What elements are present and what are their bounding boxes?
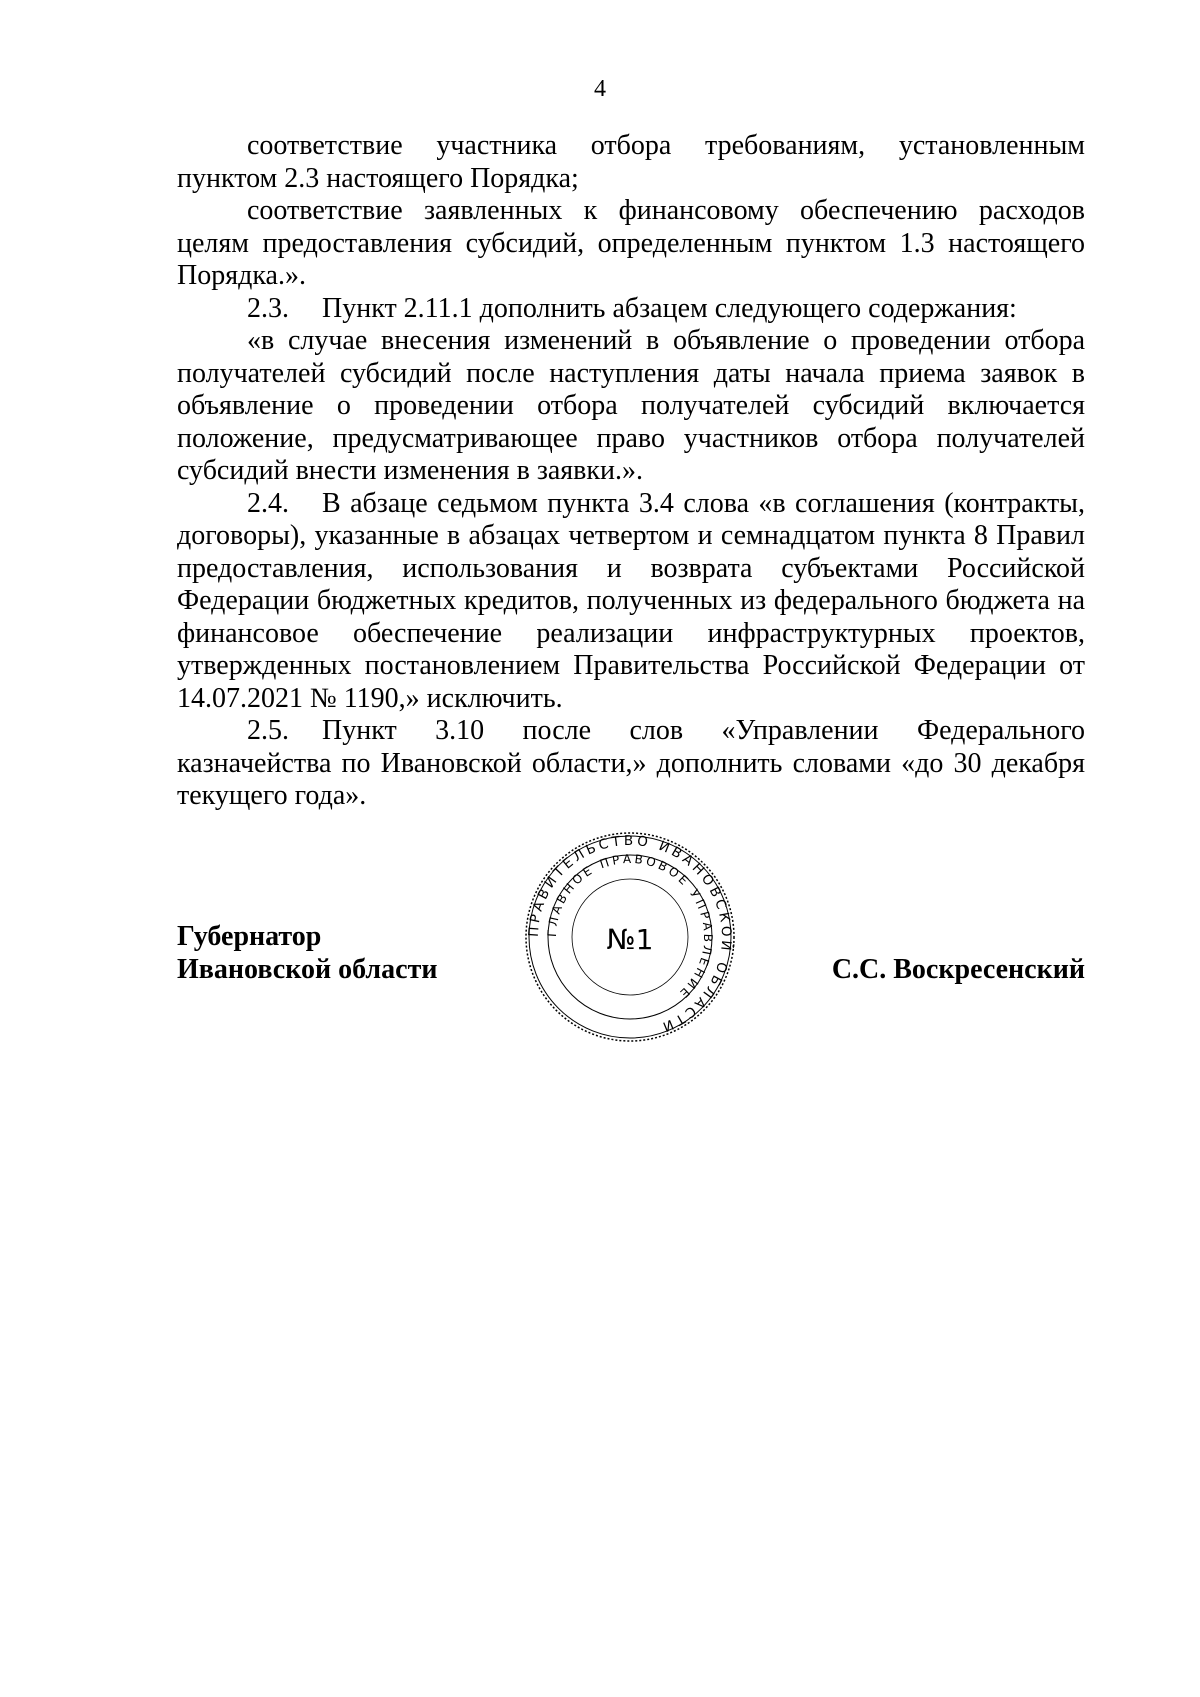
paragraph bbox=[177, 325, 1085, 488]
paragraph-text: «в случае внесения изменений в объявление о проведении отбора получателей субсидий после наступления даты начала приема заявок в объявление о проведении отбора получателей субсидий включается положение, предусматривающее право участников отбора получателей субсидий внести изменения в заявки.». bbox=[177, 325, 1085, 486]
paragraph bbox=[177, 130, 1085, 195]
signatory-name: С.С. Воскресенский bbox=[831, 954, 1085, 985]
seal-number: №1 bbox=[606, 923, 654, 956]
signature-block bbox=[177, 920, 1085, 990]
body-text bbox=[177, 130, 1085, 813]
paragraph-text: В абзаце седьмом пункта 3.4 слова «в соглашения (контракты, договоры), указанные в абзацах четвертом и семнадцатом пункта 8 Правил предоставления, использования и возврата субъектами Российской Федерации бюджетных кредитов, полученных из федерального бюджета на финансовое обеспечение реализации инфраструктурных проектов, утвержденных постановлением Правительства Российской Федерации от 14.07.2021 № 1190,» исключить. bbox=[177, 487, 1085, 714]
paragraph-2-3 bbox=[177, 293, 1085, 326]
signatory-title bbox=[177, 920, 437, 986]
paragraph-2-4 bbox=[177, 488, 1085, 716]
paragraph bbox=[177, 195, 1085, 293]
seal-outer-text: ПРАВИТЕЛЬСТВО ИВАНОВСКОЙ ОБЛАСТИ bbox=[525, 832, 735, 1036]
page-number: 4 bbox=[594, 76, 606, 102]
paragraph-2-5 bbox=[177, 715, 1085, 813]
paragraph-number: 2.5. bbox=[247, 715, 289, 746]
paragraph-text: Пункт 2.11.1 дополнить абзацем следующего содержания: bbox=[322, 292, 1017, 324]
paragraph-text: соответствие заявленных к финансовому обеспечению расходов целям предоставления субсидий, определенным пунктом 1.3 настоящего Порядка.». bbox=[177, 195, 1085, 291]
signatory-title-line2: Ивановской области bbox=[177, 954, 438, 985]
signatory-title-line1: Губернатор bbox=[177, 921, 322, 952]
seal-inner-text: ГЛАВНОЕ ПРАВОВОЕ УПРАВЛЕНИЕ bbox=[544, 851, 716, 1003]
paragraph-number: 2.3. bbox=[247, 292, 289, 324]
paragraph-text: соответствие участника отбора требованиям, установленным пунктом 2.3 настоящего Порядка; bbox=[177, 130, 1085, 194]
paragraph-number: 2.4. bbox=[247, 487, 289, 519]
paragraph-text: Пункт 3.10 после слов «Управлении Федерального казначейства по Ивановской области,» дополнить словами «до 30 декабря текущего года». bbox=[177, 715, 1085, 811]
